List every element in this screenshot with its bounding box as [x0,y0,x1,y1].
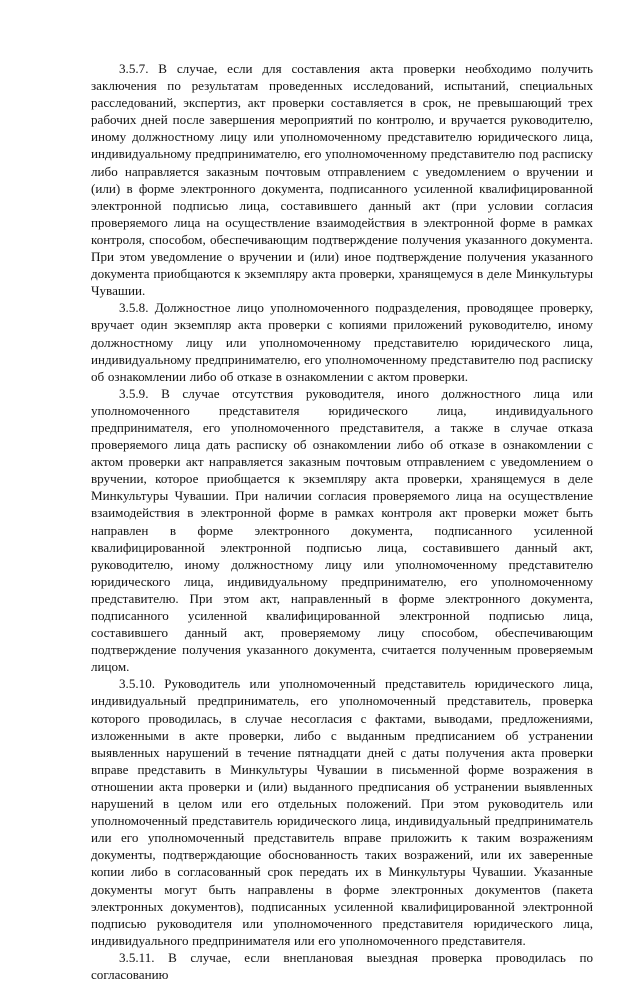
paragraph-3-5-8: 3.5.8. Должностное лицо уполномоченного подразделения, проводящее проверку, вручает один экземпляр акта проверки с копиями приложений руководителю, иному должностному лицу или уполномоченному представителю юридического лица, индивидуальному предпринимателю, его уполномоченному представителю под расписку об ознакомлении либо об отказе в ознакомлении с актом проверки. [91,300,593,384]
document-body [91,60,593,983]
paragraph-3-5-7: 3.5.7. В случае, если для составления акта проверки необходимо получить заключения по результатам проведенных исследований, испытаний, специальных расследований, экспертиз, акт проверки составляется в срок, не превышающий трех рабочих дней после завершения мероприятий по контролю, и вручается руководителю, иному должностному лицу или уполномоченному представителю юридического лица, индивидуальному предпринимателю, его уполномоченному представителю под расписку либо направляется заказным почтовым отправлением с уведомлением о вручении и (или) в форме электронного документа, подписанного усиленной квалифицированной электронной подписью лица, составившего данный акт (при условии согласия проверяемого лица на осуществление взаимодействия в электронной форме в рамках контроля, способом, обеспечивающим подтверждение получения указанного документа. При этом уведомление о вручении и (или) иное подтверждение получения указанного документа приобщаются к экземпляру акта проверки, хранящемуся в деле Минкультуры Чувашии. [91,61,593,299]
paragraph-3-5-9: 3.5.9. В случае отсутствия руководителя, иного должностного лица или уполномоченного представителя юридического лица, индивидуального предпринимателя, его уполномоченного представителя, а также в случае отказа проверяемого лица дать расписку об ознакомлении либо об отказе в ознакомлении с актом проверки акт направляется заказным почтовым отправлением с уведомлением о вручении, которое приобщается к экземпляру акта проверки, хранящемуся в деле Минкультуры Чувашии. При наличии согласия проверяемого лица на осуществление взаимодействия в электронной форме в рамках контроля акт проверки может быть направлен в форме электронного документа, подписанного усиленной квалифицированной электронной подписью лица, составившего данный акт, руководителю, иному должностному лицу или уполномоченному представителю юридического лица, индивидуальному предпринимателю, его уполномоченному представителю. При этом акт, направленный в форме электронного документа, подписанного усиленной квалифицированной электронной подписью лица, составившего данный акт, проверяемому лицу способом, обеспечивающим подтверждение получения указанного документа, считается полученным проверяемым лицом. [91,385,593,675]
paragraph-3-5-10: 3.5.10. Руководитель или уполномоченный представитель юридического лица, индивидуальный предприниматель, его уполномоченный представитель, проверка которого проводилась, в случае несогласия с фактами, выводами, предложениями, изложенными в акте проверки, либо с выданным предписанием об устранении выявленных нарушений в течение пятнадцати дней с даты получения акта проверки вправе представить в Минкультуры Чувашии в письменной форме возражения в отношении акта проверки и (или) выданного предписания об устранении выявленных нарушений в целом или его отдельных положений. При этом руководитель или уполномоченный представитель юридического лица, индивидуальный предприниматель или его уполномоченный представитель вправе приложить к таким возражениям документы, подтверждающие обоснованность таких возражений, или их заверенные копии либо в согласованный срок передать их в Минкультуры Чувашии. Указанные документы могут быть направлены в форме электронных документов (пакета электронных документов), подписанных усиленной квалифицированной электронной подписью руководителя или уполномоченного представителя юридического лица, индивидуального предпринимателя или его уполномоченного представителя. [91,676,593,948]
paragraph-3-5-11: 3.5.11. В случае, если внеплановая выездная проверка проводилась по согласованию [91,949,593,982]
